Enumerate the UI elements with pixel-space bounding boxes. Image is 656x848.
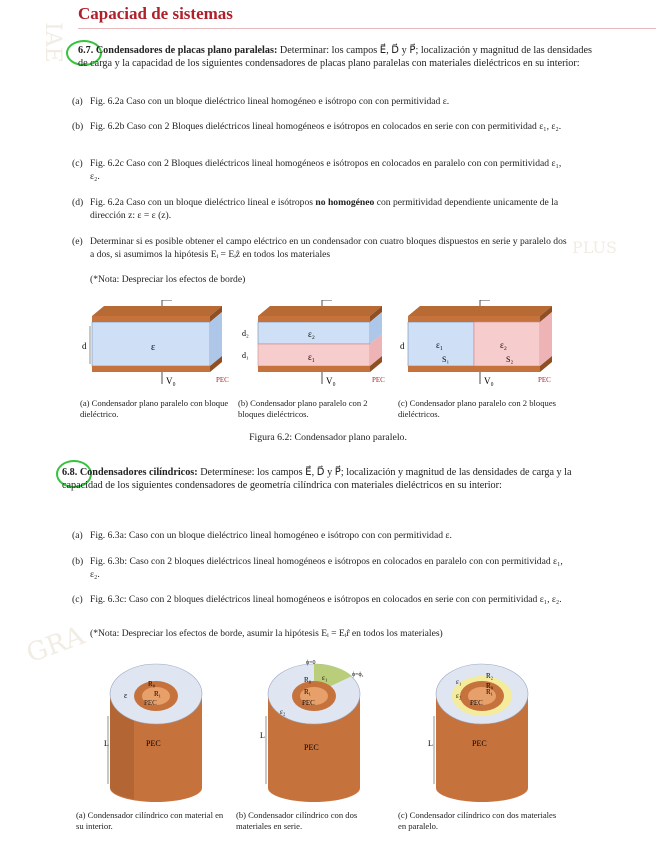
- capacitor-a: [82, 300, 229, 386]
- svg-text:V₀: V₀: [326, 376, 336, 386]
- svg-text:L: L: [104, 739, 109, 748]
- svg-text:PEC: PEC: [146, 739, 161, 748]
- problem-6-8-intro: [62, 466, 572, 492]
- svg-text:S₁: S₁: [442, 355, 450, 364]
- problem-heading: Condensadores de placas plano paralelas:: [95, 45, 278, 56]
- svg-text:ε₁: ε₁: [308, 352, 315, 362]
- watermark-text: IAE: [39, 22, 65, 63]
- svg-text:PEC: PEC: [302, 699, 315, 707]
- svg-text:R₀: R₀: [304, 676, 312, 684]
- problem-number: 6.7.: [78, 45, 94, 56]
- svg-text:PEC: PEC: [304, 743, 319, 752]
- svg-text:R₀: R₀: [148, 680, 156, 688]
- pec-label: PEC: [216, 376, 229, 384]
- v0-label: V₀: [166, 376, 176, 386]
- svg-text:ε₁: ε₁: [436, 340, 443, 350]
- capacitor-c: [400, 300, 552, 386]
- svg-text:V₀: V₀: [484, 376, 494, 386]
- svg-text:L: L: [260, 731, 265, 740]
- svg-text:PEC: PEC: [470, 699, 483, 707]
- figure-caption-b: (b) Condensador plano paralelo con 2 bloques dieléctricos.: [238, 398, 368, 419]
- svg-text:PEC: PEC: [472, 739, 487, 748]
- watermark-text: PLUS: [572, 238, 617, 257]
- figure-6-2: [70, 300, 570, 390]
- figure-caption-c: (c) Condensador plano paralelo con 2 bloques dieléctricos.: [398, 398, 556, 419]
- svg-text:R₀: R₀: [486, 682, 494, 690]
- cylinder-a: [104, 664, 202, 802]
- figure-caption-c: (c) Condensador cilíndrico con dos materiales en paralelo.: [398, 810, 557, 831]
- svg-text:R₁: R₁: [154, 690, 162, 698]
- svg-text:ϕ=ϕ₁: ϕ=ϕ₁: [352, 672, 364, 678]
- svg-text:ε₂: ε₂: [308, 329, 315, 339]
- document-page: IAE PLUS GRA Capaciad de sistemas 6.7. Condensadores de placas plano paralelas: Determinar: los campos E⃗, D⃗ y P⃗; localización y magnitud de las densidades de carga y la capacidad de los siguientes condensadores de placas plano paralelas con materiales dieléctricos en su interior: (a) Fig. 6.2a Caso con un bloque dieléctrico lineal homogéneo e isótropo con con permitividad ε. (b) Fig. 6.2b Caso con 2 Bloques dieléctricos lineal homogéneos e isótropos en colocados en serie con con permitividad ε₁, ε₂. (c) Fig. 6.2c Caso con 2 Bloques dieléctricos lineal homogéneos e isótropos en colocados en paralelo con con permitividad ε₁, ε₂. (d) Fig. 6.2a Caso con un bloque dieléctrico lineal e isótropos no homogéneo con permitividad dependiente unicamente de la dirección z: ε = ε (z). (e) Determinar si es posible obtener el campo eléctrico en un condensador con cuatro bloques dispuestos en serie y paralelo dos a dos, si asumimos la hipótesis Eᵢ = Eᵢẑ en todos los materiales (*Nota: Despreciar los efectos de borde) ε d V₀ PEC ε₂ ε₁ d₂ d₁ V₀ PEC ε₁ ε₂ S₁ S₂ d V₀ PEC (a) Condensador plano paralelo con bloque dieléctrico. (b) Condensador plano paralelo con 2 bloques dieléctricos. (c) Condensador plano paralelo con 2 bloques dieléctricos. Figura 6.2: Condensador plano paralelo. 6.8. Condensadores cilíndricos: Determínese: los campos E⃗, D⃗ y P⃗; localización y magnitud de las densidades de carga y la capacidad de los siguientes condensadores de geometría cilíndrica con materiales dieléctricos en su interior: (a) Fig. 6.3a: Caso con un bloque dieléctrico lineal homogéneo e isótropo con con permitividad ε. (b) Fig. 6.3b: Caso con 2 bloques dieléctricos lineal homogéneos e isótropos en colocados en paralelo con con permitividad ε₁, ε₂. (c) Fig. 6.3c: Caso con 2 bloques dieléctricos lineal homogéneos e isótropos en colocados en serie con con permitividad ε₁, ε₂. (*Nota: Despreciar los efectos de borde, asumir la hipótesis Eᵢ = Eᵢr̂ en todos los materiales) R₀ R₁ PEC ε PEC L ϕ=0 ϕ=ϕ₁ R₀ ε₁ R₁ PEC ε₂ PEC L R₂ ε₁ ε₂ R₀ R₁ PEC PEC L (a) Condensador cilíndrico con material en su interior. (b) Condensador cilíndrico con dos materiales en serie. (c) Condensador cilíndrico con dos materiales en paralelo.: [0, 0, 656, 848]
- title-rule: [78, 28, 656, 29]
- eps-label: ε: [151, 342, 156, 353]
- svg-text:d: d: [400, 341, 405, 351]
- svg-text:PEC: PEC: [538, 376, 551, 384]
- cylinder-b: [260, 660, 364, 802]
- svg-text:S₂: S₂: [506, 355, 514, 364]
- svg-text:d₁: d₁: [242, 351, 249, 360]
- svg-text:R₁: R₁: [304, 688, 312, 696]
- problem-heading: Condensadores cilíndricos:: [79, 467, 198, 478]
- svg-text:ε: ε: [124, 691, 128, 700]
- watermark-text: GRA: [22, 620, 89, 670]
- svg-text:L: L: [428, 739, 433, 748]
- problem-text: Determínese: los campos E⃗, D⃗ y P⃗; localización y magnitud de las densidades de carga y la capacidad de los siguientes condensadores de geometría cilíndrica con materiales dieléctricos en su interior:: [62, 467, 572, 491]
- svg-text:R₂: R₂: [486, 672, 494, 680]
- page-title: Capaciad de sistemas: [78, 4, 233, 23]
- figure-caption-a: (a) Condensador cilíndrico con material en su interior.: [76, 810, 224, 831]
- svg-text:PEC: PEC: [144, 699, 157, 707]
- svg-text:d₂: d₂: [242, 329, 249, 338]
- problem-number: 6.8.: [62, 467, 78, 478]
- svg-text:R₁: R₁: [486, 688, 494, 696]
- figure-caption-b: (b) Condensador cilíndrico con dos materiales en serie.: [236, 810, 358, 831]
- d-label: d: [82, 341, 87, 351]
- svg-text:PEC: PEC: [372, 376, 385, 384]
- svg-text:ε₂: ε₂: [280, 708, 286, 716]
- cylinder-c: [428, 664, 528, 802]
- figure-title: Figura 6.2: Condensador plano paralelo.: [249, 432, 407, 443]
- figure-caption-a: (a) Condensador plano paralelo con bloque dieléctrico.: [80, 398, 229, 419]
- svg-text:ε₂: ε₂: [456, 692, 462, 700]
- problem-6-7-intro: [78, 44, 598, 70]
- svg-text:ε₂: ε₂: [500, 340, 507, 350]
- capacitor-b: [242, 300, 385, 386]
- figure-6-3: [90, 656, 550, 806]
- problem-text: Determinar: los campos E⃗, D⃗ y P⃗; localización y magnitud de las densidades de carga y la capacidad de los siguientes condensadores de placas plano paralelas con materiales dieléctricos en su interior:: [78, 45, 592, 69]
- svg-text:ε₁: ε₁: [456, 678, 462, 686]
- svg-text:ϕ=0: ϕ=0: [306, 660, 316, 666]
- svg-text:ε₁: ε₁: [322, 674, 328, 682]
